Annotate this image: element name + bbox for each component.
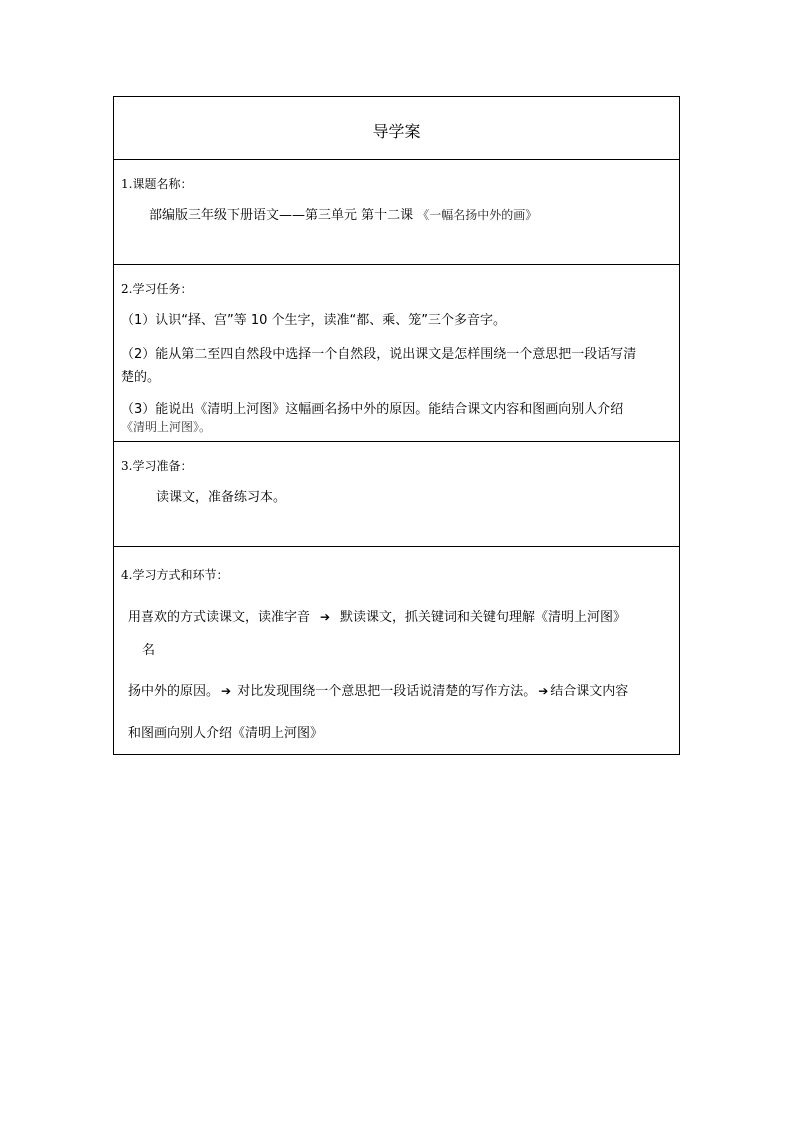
- right-arrow-icon: ➔: [221, 684, 232, 698]
- title-row: [114, 97, 679, 160]
- task-item-1: （1）认识“择、宫”等 10 个生字，读准“都、乘、笼”三个多音字。: [121, 313, 507, 328]
- step-compare: 对比发现围绕一个意思把一段话说清楚的写作方法。: [237, 684, 537, 699]
- step-reason: 扬中外的原因。: [128, 684, 220, 699]
- topic-text: [149, 204, 537, 223]
- task-item-3: （3）能说出《清明上河图》这幅画名扬中外的原因。能结合课文内容和图画向别人介绍: [121, 402, 624, 417]
- methods-line-1: [128, 606, 626, 625]
- methods-line-4: 和图画向别人介绍《清明上河图》: [128, 726, 324, 741]
- task-item-2-continued: 楚的。: [121, 370, 161, 385]
- topic-label: 1.课题名称：: [121, 177, 193, 191]
- tasks-section: [114, 265, 679, 442]
- topic-section: [114, 160, 679, 265]
- tasks-label: 2.学习任务：: [121, 282, 193, 296]
- step-read-aloud: 用喜欢的方式读课文，读准字音: [128, 610, 311, 625]
- task-item-3-continued: 《清明上河图》。: [121, 420, 212, 434]
- preparation-text: 读课文，准备练习本。: [156, 490, 287, 505]
- preparation-label: 3.学习准备：: [121, 459, 193, 473]
- guide-table: [113, 96, 680, 755]
- page-title: 导学案: [372, 122, 421, 141]
- preparation-section: [114, 442, 679, 547]
- right-arrow-icon: ➔: [538, 684, 549, 698]
- methods-label: 4.学习方式和环节：: [121, 568, 229, 582]
- topic-course: 部编版三年级下册语文——第三单元 第十二课: [149, 208, 418, 223]
- methods-section: [114, 547, 679, 754]
- methods-line-2: 名: [142, 643, 156, 658]
- right-arrow-icon: ➔: [316, 610, 334, 624]
- step-introduce: 结合课文内容: [550, 684, 629, 699]
- step-silent-read: 默读课文，抓关键词和关键句理解《清明上河图》: [339, 610, 626, 625]
- task-item-2: （2）能从第二至四自然段中选择一个自然段，说出课文是怎样围绕一个意思把一段话写清: [121, 347, 637, 362]
- topic-book-title: 《一幅名扬中外的画》: [417, 208, 538, 222]
- methods-line-3: [128, 680, 628, 699]
